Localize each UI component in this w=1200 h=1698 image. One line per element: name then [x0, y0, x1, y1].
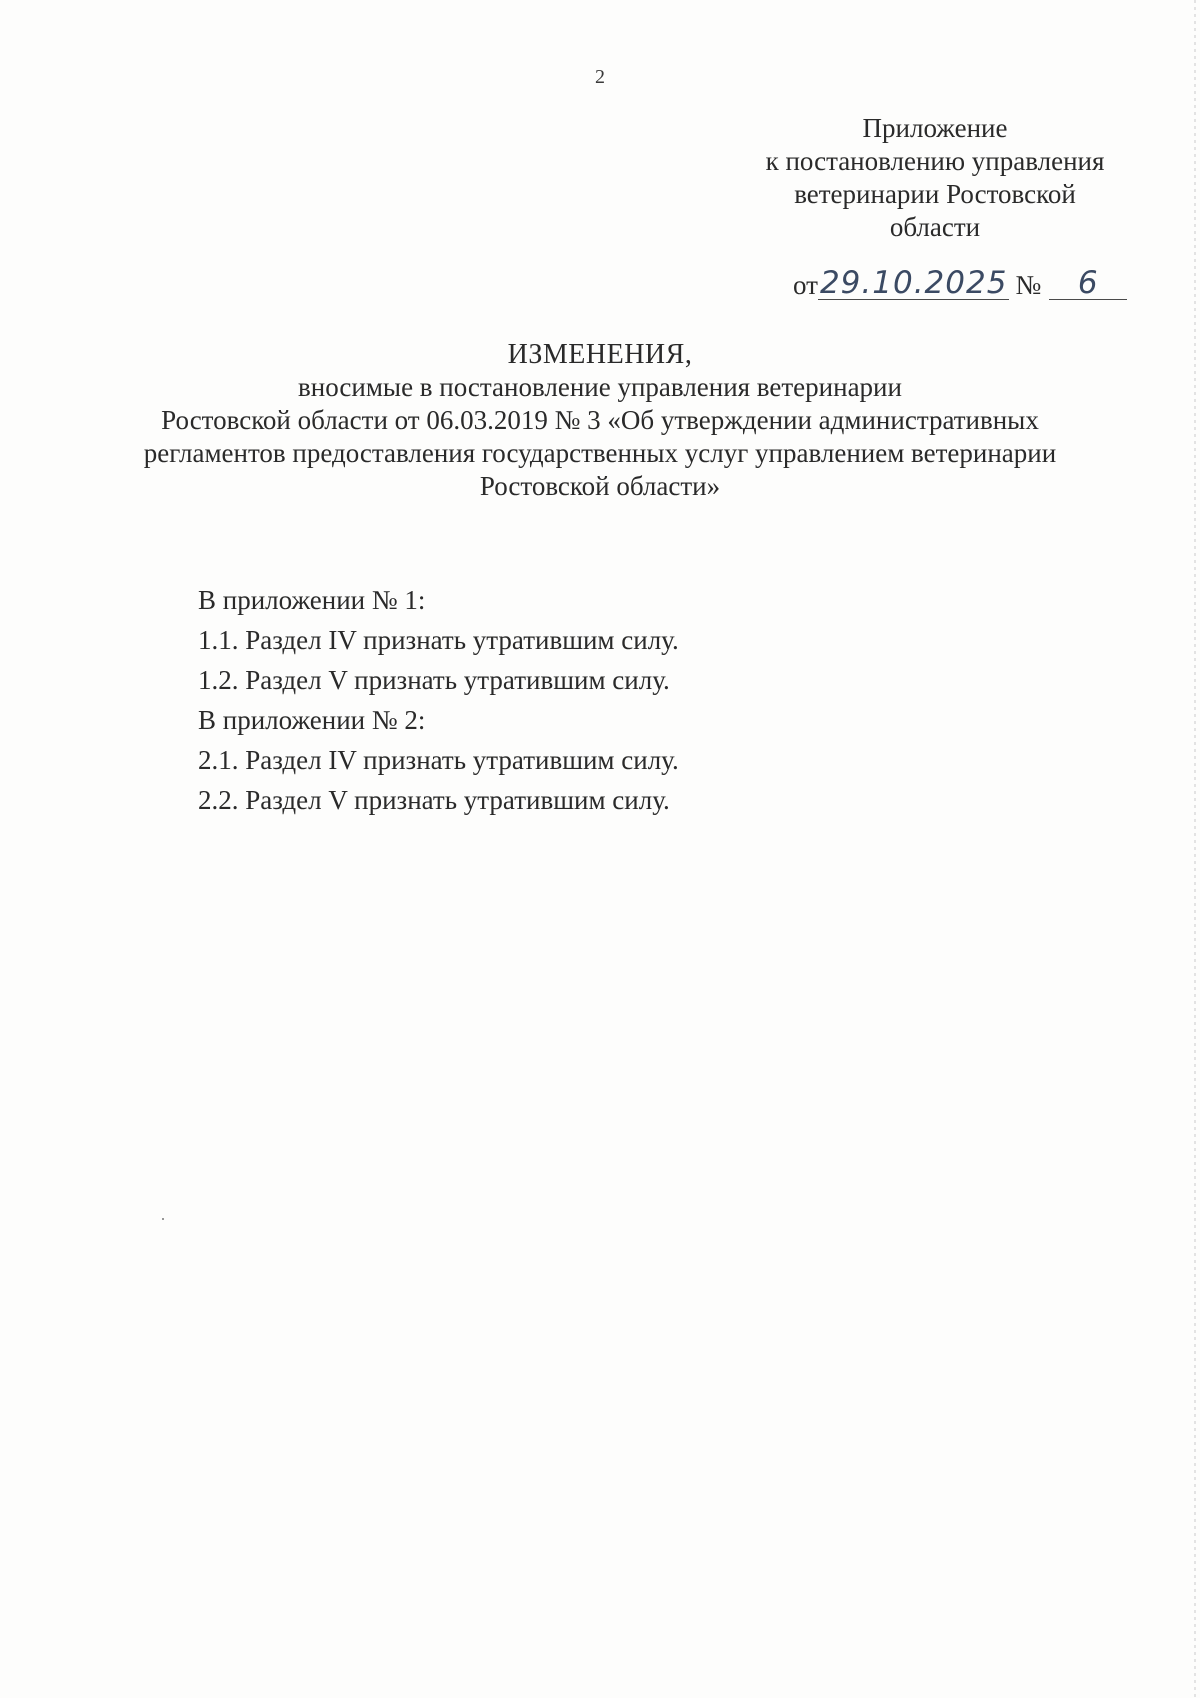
appendix-line: Приложение	[862, 113, 1008, 143]
appendix-header	[740, 112, 1130, 244]
body-paragraph: 1.1. Раздел IV признать утратившим силу.	[198, 625, 679, 655]
heading-line: Ростовской области»	[479, 471, 721, 501]
number-label: №	[1015, 270, 1042, 300]
body-paragraph: В приложении № 2:	[198, 705, 426, 735]
body-paragraph: 2.1. Раздел IV признать утратившим силу.	[198, 745, 679, 775]
body-paragraph: В приложении № 1:	[198, 585, 426, 615]
page-number: 2	[595, 66, 605, 88]
date-prefix: от	[793, 270, 818, 300]
heading-title: ИЗМЕНЕНИЯ,	[507, 339, 693, 370]
document-body	[198, 580, 679, 820]
body-paragraph: 2.2. Раздел V признать утратившим силу.	[198, 785, 670, 815]
appendix-line: ветеринарии Ростовской	[794, 179, 1076, 209]
heading-line: вносимые в постановление управления ветеринарии	[298, 372, 902, 402]
heading-line: регламентов предоставления государственных услуг управлением ветеринарии	[143, 438, 1057, 468]
scan-edge	[1194, 0, 1196, 1698]
document-heading	[0, 338, 1200, 503]
handwritten-number: 6	[1077, 265, 1099, 301]
date-field	[818, 265, 1010, 301]
number-field	[1049, 265, 1127, 301]
heading-line: Ростовской области от 06.03.2019 № 3 «Об утверждении административных	[161, 405, 1039, 435]
scan-speck	[162, 1218, 164, 1220]
appendix-line: к постановлению управления	[765, 146, 1105, 176]
appendix-line: области	[889, 212, 981, 242]
date-number-line	[793, 265, 1127, 301]
body-paragraph: 1.2. Раздел V признать утратившим силу.	[198, 665, 670, 695]
handwritten-date: 29.10.2025	[819, 265, 1008, 301]
